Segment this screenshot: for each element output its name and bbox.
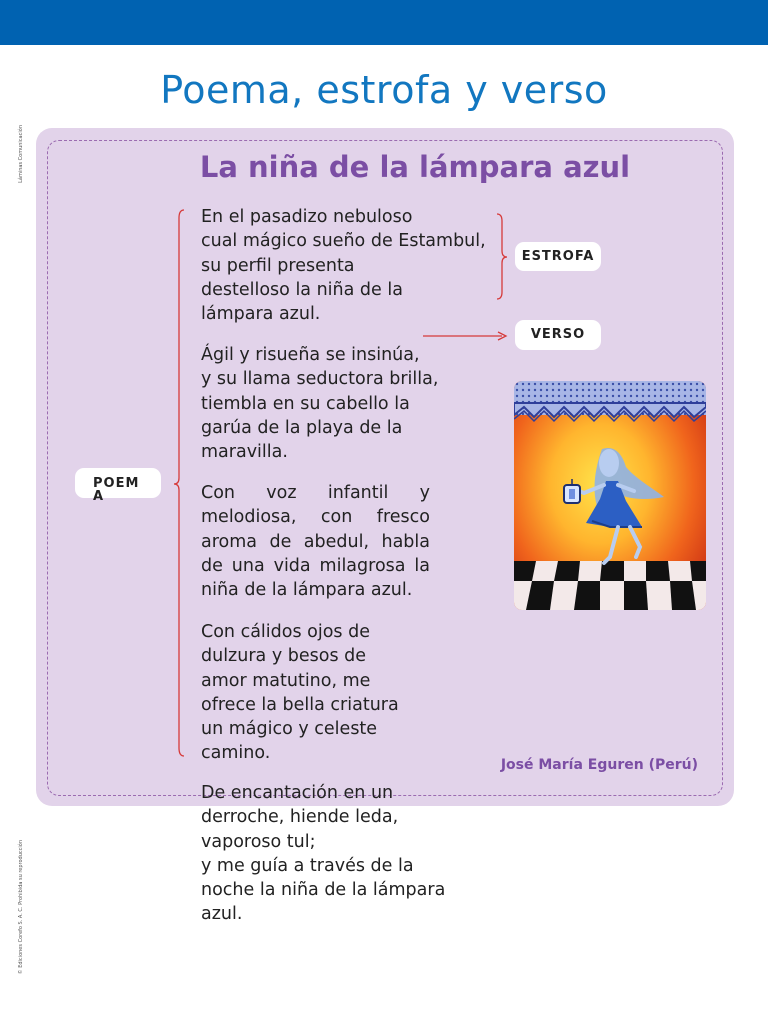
page-title: Poema, estrofa y verso	[160, 68, 608, 112]
verse-line: y su llama seductora brilla,	[201, 369, 439, 390]
verso-label: VERSO	[515, 320, 601, 350]
verse-line: amor matutino, me	[201, 670, 371, 691]
poema-label-text: POEMA	[93, 476, 140, 504]
verse-line: lámpara azul.	[201, 304, 321, 325]
copyright-note-text: © Ediciones Corefo S. A. C. Prohibida su reproducción	[18, 840, 24, 975]
verse-line: su perfil presenta	[201, 255, 355, 276]
verse-line: ofrece la bella criatura	[201, 694, 399, 715]
stanza-1	[201, 205, 501, 326]
verse-line: maravilla.	[201, 442, 288, 463]
copyright-note	[18, 840, 28, 990]
verse-line: y me guía a través de la	[201, 855, 414, 876]
verse-line: De encantación en un	[201, 783, 394, 803]
verse-line: Con cálidos ojos de	[201, 622, 370, 642]
verse-line: destelloso la niña de la	[201, 279, 403, 300]
verse-line: Ágil y risueña se insinúa,	[201, 345, 420, 365]
stanza-5	[201, 781, 471, 927]
verse-paragraph: Con voz infantil y melodiosa, con fresco aroma de abedul, habla de una vida milagrosa la niña de la lámpara azul.	[201, 483, 430, 601]
girl-with-lamp-illustration	[514, 381, 706, 610]
verse-line: cual mágico sueño de Estambul,	[201, 231, 486, 252]
verse-line: dulzura y besos de	[201, 646, 366, 667]
verse-line: noche la niña de la lámpara	[201, 880, 446, 901]
poema-label	[75, 468, 161, 504]
stanza-3	[201, 481, 430, 602]
poem-title: La niña de la lámpara azul	[199, 150, 631, 184]
head	[599, 449, 619, 477]
poem-author: José María Eguren (Perú)	[500, 757, 698, 773]
verse-line: tiembla en su cabello la	[201, 393, 410, 414]
verse-line: derroche, hiende leda,	[201, 807, 399, 828]
header-bar	[0, 0, 768, 45]
side-note-top-text: Láminas Comunicación	[18, 125, 24, 183]
verse-line: En el pasadizo nebuloso	[201, 207, 413, 227]
verse-line: vaporoso tul;	[201, 831, 316, 852]
verse-line: camino.	[201, 743, 271, 764]
estrofa-label: ESTROFA	[515, 242, 601, 271]
verse-line: garúa de la playa de la	[201, 417, 403, 438]
stanza-4	[201, 620, 441, 766]
verse-line: azul.	[201, 904, 243, 925]
illustration-svg	[514, 381, 706, 610]
checkered-floor	[514, 561, 706, 610]
side-note-top	[18, 125, 28, 195]
verse-line: un mágico y celeste	[201, 719, 378, 740]
stanza-2	[201, 343, 441, 464]
